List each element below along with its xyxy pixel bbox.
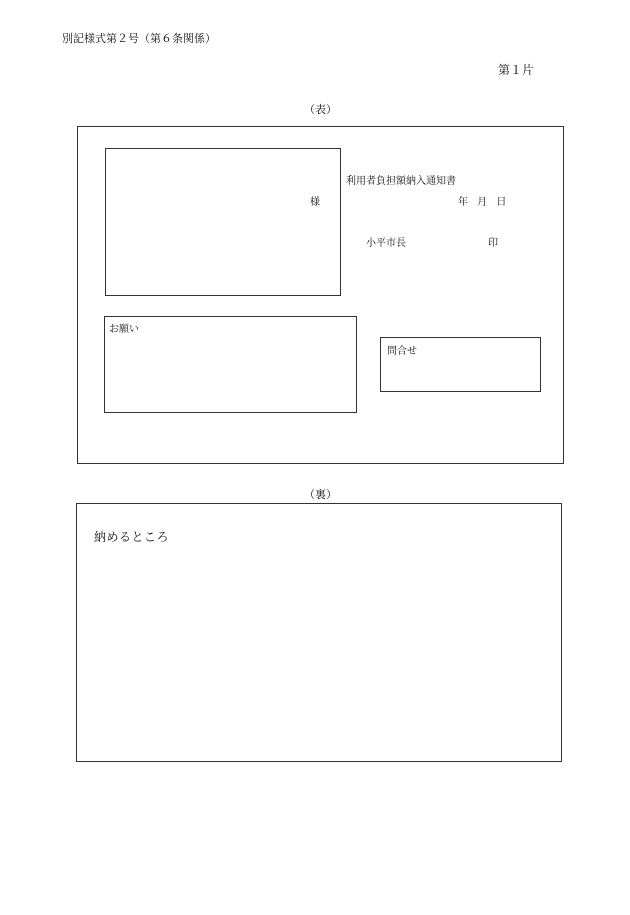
address-box [105, 148, 341, 296]
seal-mark: 印 [488, 238, 498, 249]
inquiry-box [380, 337, 541, 392]
notice-title: 利用者負担額納入通知書 [346, 176, 456, 187]
back-card [76, 503, 562, 762]
sheet-number: 第１片 [498, 63, 535, 77]
payment-place-label: 納めるところ [94, 530, 170, 544]
issuer-name: 小平市長 [366, 238, 406, 249]
request-label: お願い [109, 324, 139, 335]
form-number: 別記様式第２号（第６条関係） [62, 32, 216, 45]
honorific: 様 [310, 197, 320, 208]
date-line: 年 月 日 [458, 197, 507, 208]
request-box [104, 316, 357, 413]
front-side-label: （表） [304, 103, 337, 116]
inquiry-label: 問合せ [387, 346, 417, 357]
back-side-label: （裏） [304, 488, 337, 501]
